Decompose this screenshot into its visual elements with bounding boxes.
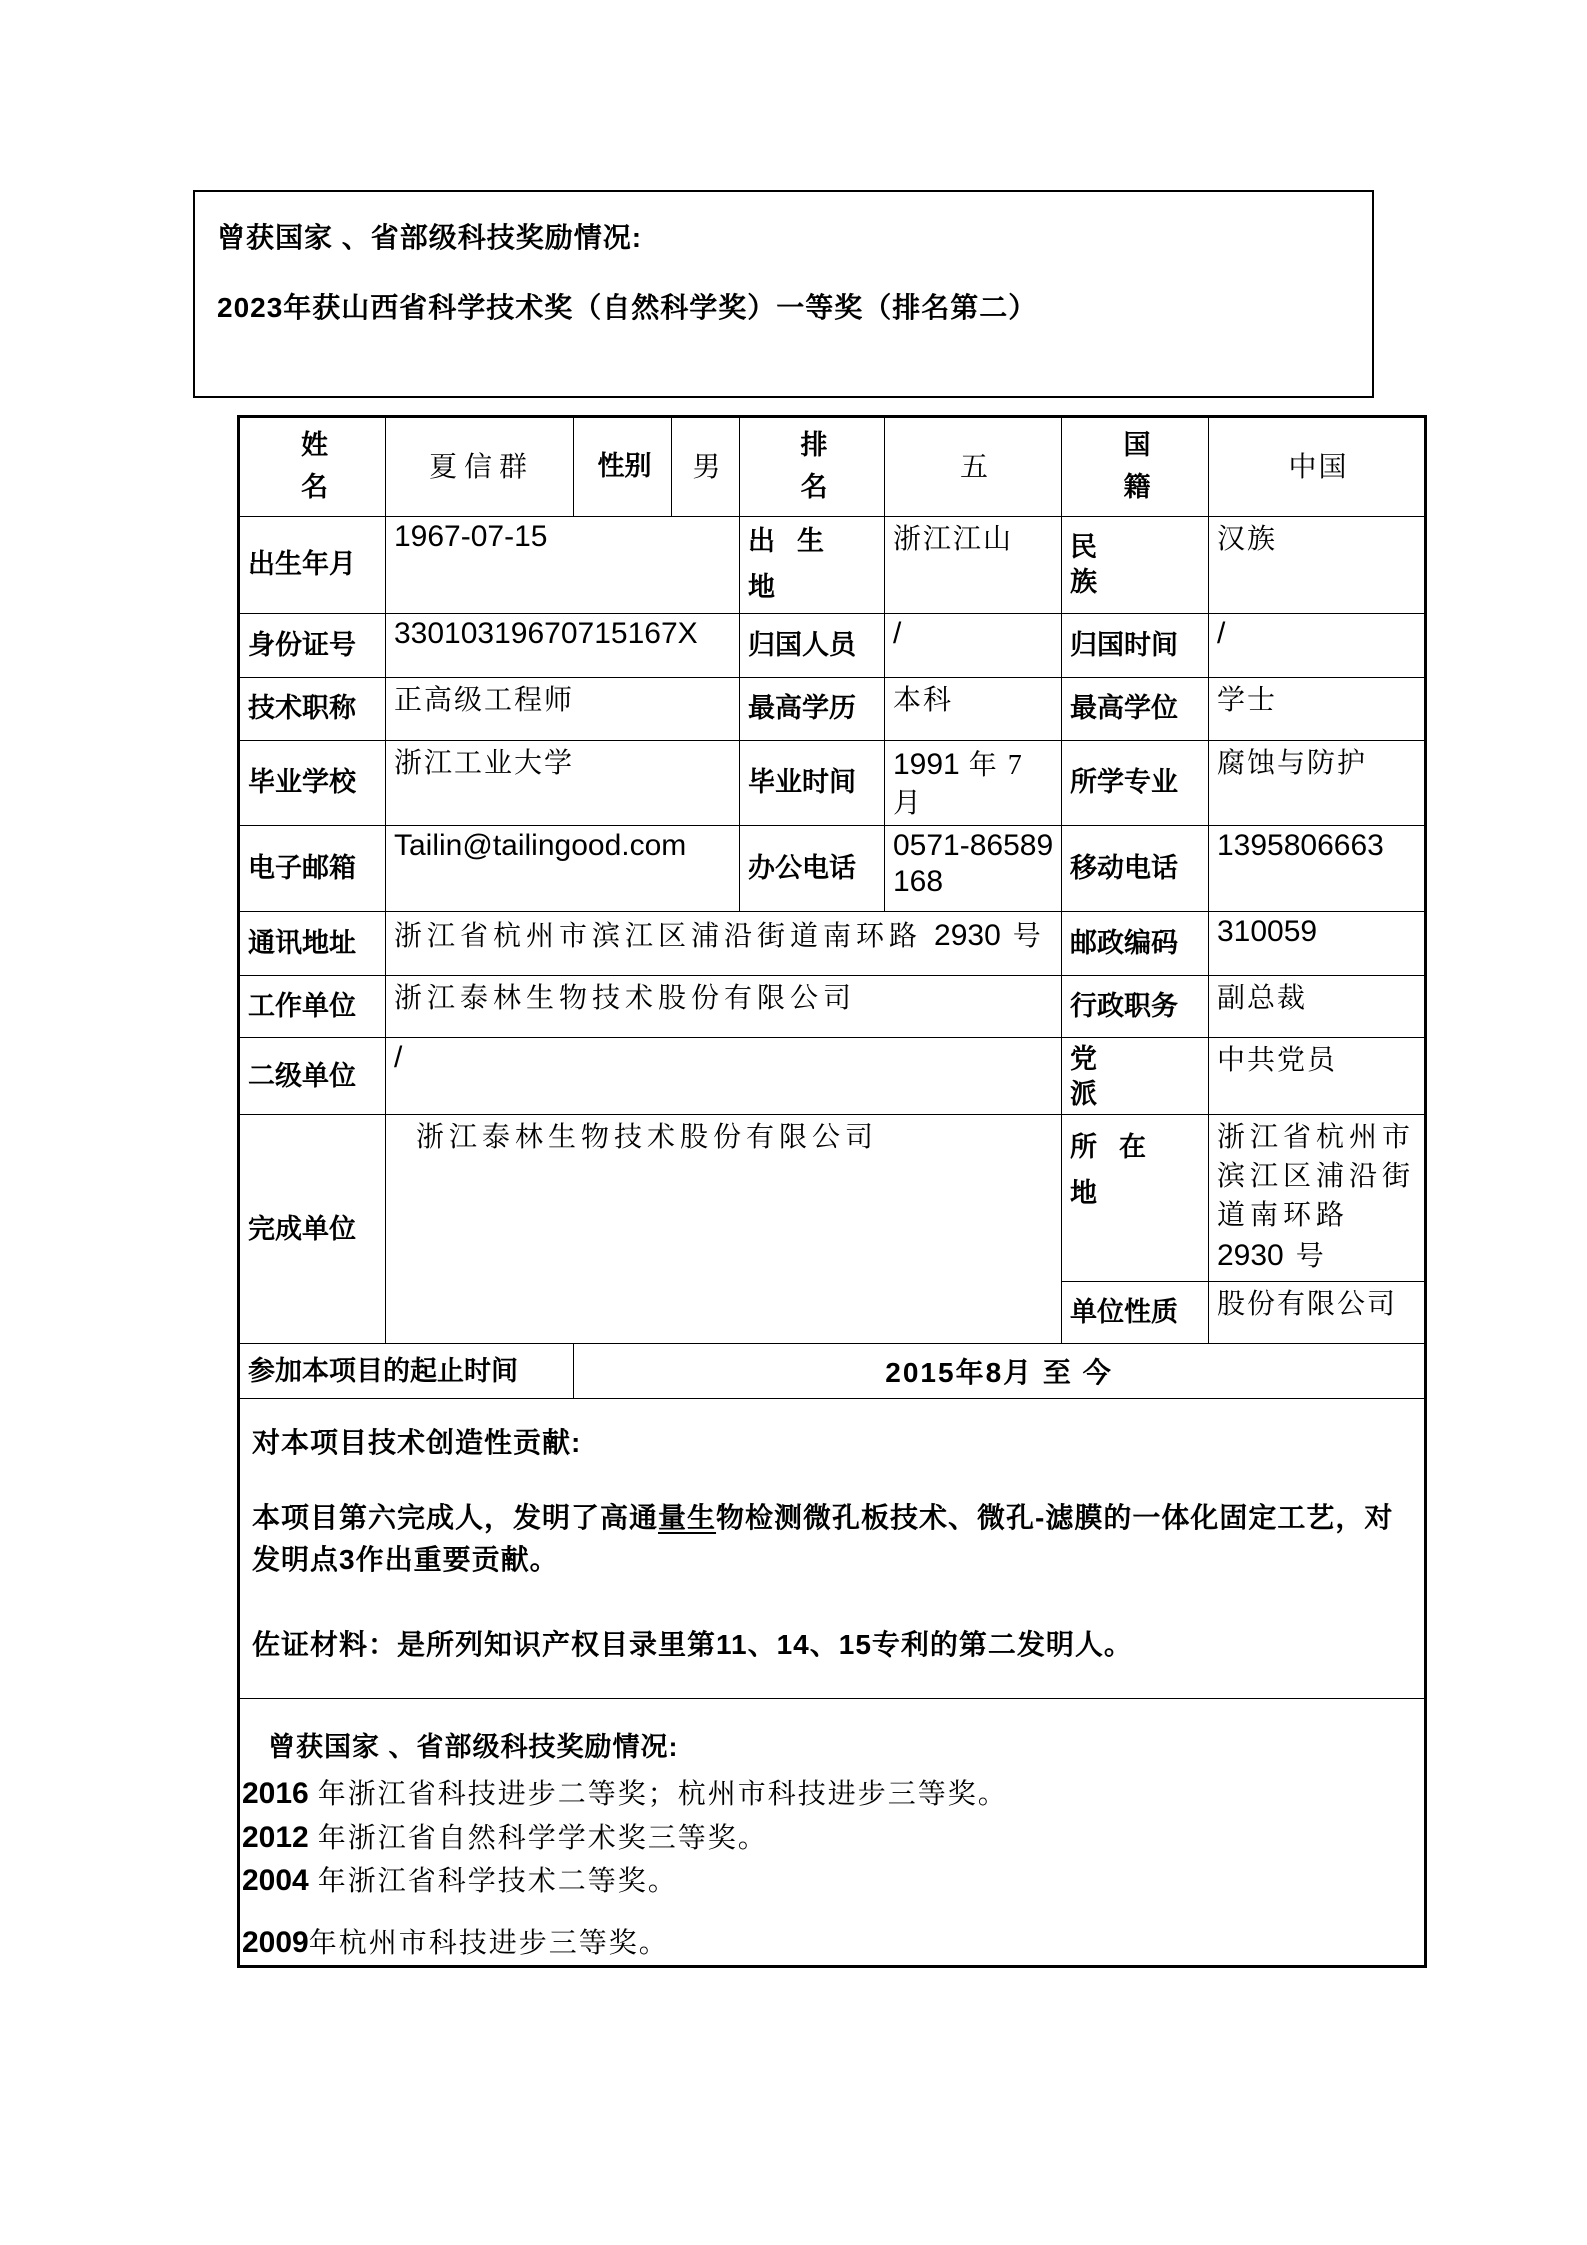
birth-place-value: 浙江江山: [885, 517, 1062, 614]
nationality-value: 中国: [1209, 417, 1426, 517]
email-label: 电子邮箱: [239, 826, 386, 912]
admin-post-value: 副总裁: [1209, 976, 1426, 1038]
row-secondary-unit: [239, 1038, 1426, 1115]
returnee-value: /: [885, 613, 1062, 677]
contribution-paragraph: [252, 1497, 1410, 1581]
returnee-label: 归国人员: [740, 613, 885, 677]
degree-label: 最高学位: [1062, 677, 1209, 740]
row-awards: [239, 1699, 1426, 1966]
award-text: 年杭州市科技进步三等奖。: [308, 1928, 669, 1960]
major-label: 所学专业: [1062, 740, 1209, 825]
contribution-evidence: 佐证材料：是所列知识产权目录里第11、14、15专利的第二发明人。: [252, 1629, 1133, 1661]
grad-time-label: 毕业时间: [740, 740, 885, 825]
award-text: 年浙江省科技进步二等奖；杭州市科技进步三等奖。: [308, 1779, 1008, 1811]
email-value: Tailin@tailingood.com: [386, 826, 740, 912]
grad-time-value: [885, 740, 1062, 825]
row-name: [239, 417, 1426, 517]
office-phone-value: 0571-86589168: [885, 826, 1062, 912]
admin-post-label: 行政职务: [1062, 976, 1209, 1038]
major-value: 腐蚀与防护: [1209, 740, 1426, 825]
gender-label: 性别: [574, 417, 672, 517]
tech-title-label: 技术职称: [239, 677, 386, 740]
rank-value: 五: [885, 417, 1062, 517]
postcode-value: 310059: [1209, 912, 1426, 976]
nationality-label: 国籍: [1123, 430, 1151, 502]
party-label: 党派: [1070, 1044, 1097, 1110]
awards-title: 曾获国家 、省部级科技奖励情况:: [268, 1732, 679, 1763]
contribution-text-after: 物检测微孔板技术、微孔-滤膜的一体化固定工艺，对发明点3作出重要贡献。: [252, 1502, 1394, 1576]
mail-address-suffix: 号: [1000, 921, 1046, 953]
completing-unit-value: 浙江泰林生物技术股份有限公司: [386, 1115, 1062, 1344]
mobile-phone-label: 移动电话: [1062, 826, 1209, 912]
person-info-table: [237, 415, 1427, 1968]
row-birth: [239, 517, 1426, 614]
contribution-text-before: 本项目第六完成人，发明了高通: [252, 1502, 659, 1534]
unit-location-label: 所在地: [1070, 1132, 1168, 1209]
award-item: [240, 1921, 1424, 1965]
name-label: 姓名: [300, 430, 328, 502]
school-label: 毕业学校: [239, 740, 386, 825]
row-address: [239, 912, 1426, 976]
award-text: 年浙江省自然科学学术奖三等奖。: [308, 1822, 768, 1854]
secondary-unit-value: /: [386, 1038, 1062, 1115]
award-year: 2016: [242, 1777, 309, 1811]
ethnicity-value: 汉族: [1209, 517, 1426, 614]
award-year: 2009: [242, 1926, 309, 1960]
school-value: 浙江工业大学: [386, 740, 740, 825]
award-item: [240, 1816, 1424, 1860]
mail-address-value: [386, 912, 1062, 976]
award-item: [240, 1772, 1424, 1816]
unit-location-number: 2930: [1217, 1239, 1284, 1273]
id-number-label: 身份证号: [239, 613, 386, 677]
return-time-value: /: [1209, 613, 1426, 677]
id-number-value: 33010319670715167X: [386, 613, 740, 677]
birth-place-label: 出生地: [748, 526, 846, 602]
mail-address-prefix: 浙江省杭州市滨江区浦沿街道南环路: [394, 921, 935, 953]
row-title: [239, 677, 1426, 740]
birth-date-value: 1967-07-15: [386, 517, 740, 614]
grad-year: 1991: [893, 747, 960, 781]
tech-title-value: 正高级工程师: [386, 677, 740, 740]
award-year: 2004: [242, 1864, 309, 1898]
party-value: 中共党员: [1209, 1038, 1426, 1115]
row-school: [239, 740, 1426, 825]
participation-label: 参加本项目的起止时间: [239, 1344, 574, 1399]
prior-awards-title: 曾获国家 、省部级科技奖励情况:: [217, 222, 643, 253]
award-text: 年浙江省科学技术二等奖。: [308, 1866, 678, 1898]
award-year: 2012: [242, 1820, 309, 1854]
unit-location-suffix: 号: [1283, 1241, 1329, 1273]
birth-date-label: 出生年月: [239, 517, 386, 614]
mobile-phone-value: 1395806663: [1209, 826, 1426, 912]
secondary-unit-label: 二级单位: [239, 1038, 386, 1115]
award-item: [240, 1859, 1424, 1903]
contribution-text-underlined: 量生: [658, 1502, 717, 1534]
rank-label: 排名: [800, 430, 828, 502]
education-value: 本科: [885, 677, 1062, 740]
prior-awards-box: [193, 190, 1374, 398]
office-phone-label: 办公电话: [740, 826, 885, 912]
prior-awards-entry: 2023年获山西省科学技术奖（自然科学奖）一等奖（排名第二）: [217, 292, 1038, 323]
row-employer: [239, 976, 1426, 1038]
awards-cell: [239, 1699, 1426, 1966]
unit-location-prefix: 浙江省杭州市滨江区浦沿街道南环路: [1217, 1122, 1416, 1231]
row-contribution: [239, 1399, 1426, 1699]
unit-type-label: 单位性质: [1062, 1282, 1209, 1344]
gender-value: 男: [672, 417, 740, 517]
education-label: 最高学历: [740, 677, 885, 740]
unit-type-value: 股份有限公司: [1209, 1282, 1426, 1344]
contribution-title: 对本项目技术创造性贡献:: [252, 1427, 582, 1459]
employer-value: 浙江泰林生物技术股份有限公司: [386, 976, 1062, 1038]
return-time-label: 归国时间: [1062, 613, 1209, 677]
mail-address-number: 2930: [934, 919, 1001, 953]
ethnicity-label: 民族: [1070, 531, 1097, 597]
row-participation: [239, 1344, 1426, 1399]
degree-value: 学士: [1209, 677, 1426, 740]
postcode-label: 邮政编码: [1062, 912, 1209, 976]
participation-value: 2015年8月 至 今: [574, 1344, 1426, 1399]
employer-label: 工作单位: [239, 976, 386, 1038]
unit-location-value: [1209, 1115, 1426, 1282]
completing-unit-label: 完成单位: [239, 1115, 386, 1344]
mail-address-label: 通讯地址: [239, 912, 386, 976]
grad-rest: 年 7 月: [893, 749, 1024, 820]
row-contact: [239, 826, 1426, 912]
row-completing-unit: [239, 1115, 1426, 1282]
contribution-cell: [239, 1399, 1426, 1699]
name-value: 夏信群: [386, 417, 574, 517]
row-id: [239, 613, 1426, 677]
